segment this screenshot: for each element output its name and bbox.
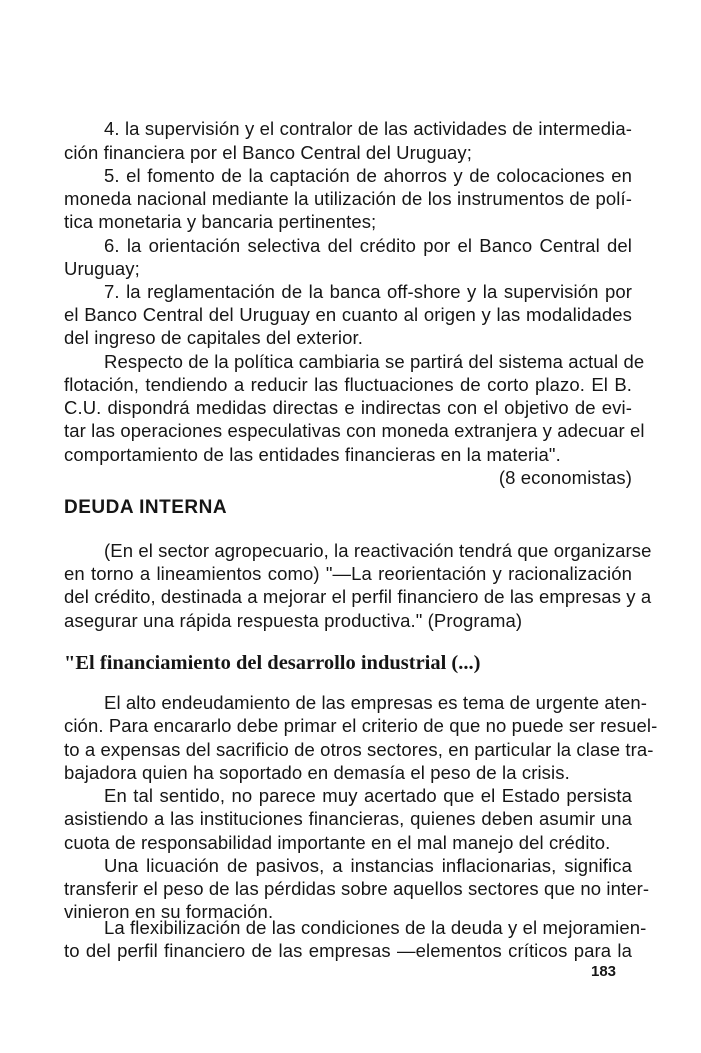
text-line: tar las operaciones especulativas con moneda extranjera y adecuar el	[64, 420, 645, 441]
paragraph-start: Una licuación de pasivos, a instancias inflacionarias, significa	[104, 855, 632, 876]
text-line: del crédito, destinada a mejorar el perfil financiero de las empresas y a	[64, 586, 652, 607]
paragraph-start: (En el sector agropecuario, la reactivación tendrá que organizarse	[104, 540, 652, 561]
text-line: tica monetaria y bancaria pertinentes;	[64, 211, 377, 232]
list-item-5: 5. el fomento de la captación de ahorros y de colocaciones en	[104, 165, 632, 186]
quoted-subheading: "El financiamiento del desarrollo industrial (...)	[64, 652, 481, 674]
page-number: 183	[591, 963, 617, 980]
text-line: del ingreso de capitales del exterior.	[64, 327, 363, 348]
source-attribution: (8 economistas)	[498, 467, 632, 488]
text-line: asistiendo a las instituciones financieras, quienes deben asumir una	[64, 808, 632, 829]
text-line: bajadora quien ha soportado en demasía el peso de la crisis.	[64, 762, 570, 783]
section-heading: DEUDA INTERNA	[64, 497, 228, 518]
text-line: transferir el peso de las pérdidas sobre aquellos sectores que no inter-	[64, 878, 650, 899]
text-line: asegurar una rápida respuesta productiva." (Programa)	[64, 610, 523, 631]
text-line: Uruguay;	[64, 258, 140, 279]
text-line: comportamiento de las entidades financieras en la materia".	[64, 444, 561, 465]
text-line: cuota de responsabilidad importante en el mal manejo del crédito.	[64, 832, 611, 853]
text-line: ción. Para encararlo debe primar el criterio de que no puede ser resuel-	[64, 715, 658, 736]
text-line: ción financiera por el Banco Central del Uruguay;	[64, 142, 473, 163]
text-line: flotación, tendiendo a reducir las fluctuaciones de corto plazo. El B.	[64, 374, 632, 395]
paragraph-start: La flexibilización de las condiciones de la deuda y el mejoramien-	[104, 917, 647, 938]
paragraph-start: Respecto de la política cambiaria se partirá del sistema actual de	[104, 351, 645, 372]
paragraph-start: El alto endeudamiento de las empresas es tema de urgente aten-	[104, 692, 648, 713]
text-line: el Banco Central del Uruguay en cuanto al origen y las modalidades	[64, 304, 632, 325]
text-line: en torno a lineamientos como) "—La reorientación y racionalización	[64, 563, 632, 584]
text-line: vinieron en su formación.	[64, 901, 274, 922]
text-line: to a expensas del sacrificio de otros sectores, en particular la clase tra-	[64, 739, 654, 760]
text-line: to del perfil financiero de las empresas —elementos críticos para la	[64, 940, 632, 961]
list-item-6: 6. la orientación selectiva del crédito por el Banco Central del	[104, 235, 632, 256]
list-item-4: 4. la supervisión y el contralor de las actividades de intermedia-	[104, 118, 632, 139]
text-line: C.U. dispondrá medidas directas e indirectas con el objetivo de evi-	[64, 397, 632, 418]
paragraph-start: En tal sentido, no parece muy acertado que el Estado persista	[104, 785, 632, 806]
text-line: moneda nacional mediante la utilización de los instrumentos de polí-	[64, 188, 632, 209]
list-item-7: 7. la reglamentación de la banca off-shore y la supervisión por	[104, 281, 632, 302]
